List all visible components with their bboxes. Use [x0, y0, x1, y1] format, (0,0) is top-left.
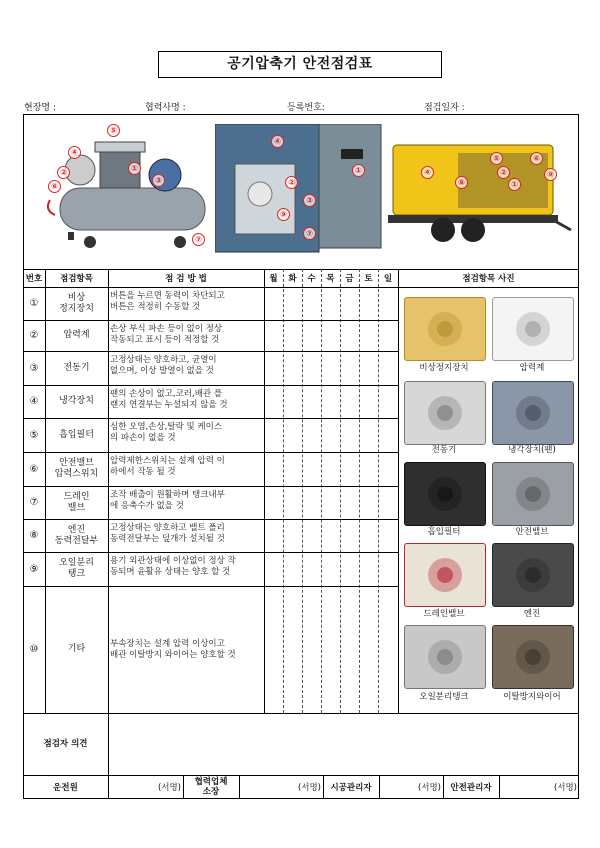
marker-2b: ②	[285, 176, 298, 189]
portable-compressor-image	[388, 135, 573, 250]
row-item: 냉각장치	[59, 396, 94, 406]
row-method: 버튼을 누르면 동력이 차단되고 버튼은 적정히 수동할 것	[110, 291, 225, 312]
check-cell-일[interactable]	[378, 486, 397, 519]
check-cell-화[interactable]	[283, 418, 302, 452]
check-cell-토[interactable]	[359, 385, 378, 418]
oil-separator-tank-icon	[405, 626, 485, 688]
row-item: 전동기	[63, 362, 90, 373]
document-title: 공기압축기 안전점검표	[158, 51, 442, 78]
marker-1c: ①	[508, 178, 521, 191]
intake-filter-icon	[404, 462, 486, 526]
check-cell-수[interactable]	[302, 351, 321, 385]
check-cell-화[interactable]	[283, 320, 302, 351]
construction-manager-label: 시공관리자	[330, 783, 372, 793]
check-cell-월[interactable]	[264, 287, 283, 320]
cooling-fan-icon	[493, 382, 573, 444]
check-cell-월[interactable]	[264, 452, 283, 486]
header-photo: 점검항목 사진	[462, 274, 515, 284]
col-line-item	[108, 269, 109, 713]
operator-signature[interactable]: (서명)	[157, 783, 181, 793]
check-cell-월[interactable]	[264, 486, 283, 519]
check-cell-월[interactable]	[264, 552, 283, 586]
marker-1: ①	[128, 162, 141, 175]
check-cell-토[interactable]	[359, 287, 378, 320]
row-method: 팬의 손상이 없고,코러,배관 플 랜지 연결부는 누설되지 않을 것	[110, 389, 228, 410]
check-cell-화[interactable]	[283, 552, 302, 586]
marker-6c: ⑥	[530, 152, 543, 165]
electric-motor-icon	[404, 381, 486, 445]
row-item: 기타	[67, 644, 86, 654]
photo-caption: 드레인밸브	[423, 609, 465, 619]
marker-9b: ⑨	[277, 208, 290, 221]
col-line-days	[398, 269, 399, 713]
inspection-date-label: 점검일자 :	[424, 103, 465, 113]
row-item: 비상 정지장치	[59, 292, 94, 314]
header-day-mon: 월	[269, 274, 278, 284]
check-cell-일[interactable]	[378, 418, 397, 452]
check-cell-목[interactable]	[321, 519, 340, 552]
check-cell-목[interactable]	[321, 452, 340, 486]
check-cell-금[interactable]	[340, 519, 359, 552]
photo-caption: 비상정지장치	[419, 363, 469, 373]
row-method: 용기 외관상태에 이상없이 정상 작 동되며 윤활유 상태는 양호 할 것	[110, 556, 236, 577]
row-number: ⑦	[29, 497, 39, 508]
check-cell-일[interactable]	[378, 552, 397, 586]
row-method: 손상 부식 파손 등이 없이 정상 작동되고 표시 등이 적정할 것	[110, 324, 223, 345]
check-cell-수[interactable]	[302, 320, 321, 351]
check-cell-금[interactable]	[340, 586, 359, 713]
check-cell-일[interactable]	[378, 519, 397, 552]
photo-caption: 냉각장치(팬)	[508, 445, 556, 455]
photo-caption: 전동기	[431, 445, 457, 455]
drain-valve-icon	[405, 544, 485, 606]
photo-caption: 엔진	[523, 609, 541, 619]
check-cell-월[interactable]	[264, 586, 283, 713]
pressure-gauge-icon	[493, 298, 573, 360]
row-item: 드레인 밸브	[63, 491, 90, 513]
emergency-stop-panel-icon	[404, 297, 486, 361]
check-cell-토[interactable]	[359, 351, 378, 385]
row-number: ①	[29, 298, 39, 309]
marker-4c: ④	[421, 166, 434, 179]
check-cell-목[interactable]	[321, 586, 340, 713]
check-cell-수[interactable]	[302, 486, 321, 519]
oil-separator-tank-icon	[404, 625, 486, 689]
check-cell-일[interactable]	[378, 287, 397, 320]
screw-compressor-image	[215, 124, 385, 256]
check-cell-월[interactable]	[264, 385, 283, 418]
intake-filter-icon	[405, 463, 485, 525]
row-item: 오일분리 탱크	[59, 558, 94, 579]
row-number: ②	[29, 330, 39, 341]
photo-caption: 흡입필터	[427, 527, 461, 537]
row-number: ④	[29, 396, 39, 407]
anti-separation-wire-icon	[493, 626, 573, 688]
check-cell-금[interactable]	[340, 351, 359, 385]
check-cell-목[interactable]	[321, 320, 340, 351]
photo-caption: 오일분리탱크	[419, 692, 469, 702]
check-cell-화[interactable]	[283, 287, 302, 320]
check-cell-금[interactable]	[340, 385, 359, 418]
engine-icon	[492, 543, 574, 607]
header-day-fri: 금	[345, 274, 354, 284]
marker-9c: ⑨	[544, 168, 557, 181]
check-cell-금[interactable]	[340, 320, 359, 351]
marker-8c: ⑧	[455, 176, 468, 189]
row-item: 안전밸브 압력스위치	[54, 458, 99, 479]
check-cell-월[interactable]	[264, 519, 283, 552]
check-cell-토[interactable]	[359, 452, 378, 486]
header-day-sun: 일	[383, 274, 393, 284]
check-cell-월[interactable]	[264, 418, 283, 452]
operator-label: 운전원	[53, 783, 78, 793]
row-method: 부속장치는 설계 압력 이상이고 배관 이탈방지 와이어는 양호할 것	[110, 638, 236, 660]
header-day-sat: 토	[364, 274, 373, 284]
pressure-gauge-icon	[492, 297, 574, 361]
header-day-thu: 목	[326, 274, 335, 284]
check-cell-목[interactable]	[321, 418, 340, 452]
safety-valve-icon	[492, 462, 574, 526]
marker-6: ⑥	[48, 180, 61, 193]
inspector-opinion-label: 점검자 의견	[43, 738, 88, 749]
inspector-opinion-field[interactable]	[112, 717, 574, 771]
row-number: ⑤	[29, 429, 39, 441]
header-method: 점 검 방 법	[165, 274, 207, 284]
partner-manager-signature[interactable]: (서명)	[297, 783, 321, 793]
partner-manager-label: 협력업체 소장	[194, 777, 228, 797]
row-number: ⑧	[29, 530, 39, 541]
electric-motor-icon	[405, 382, 485, 444]
check-cell-토[interactable]	[359, 519, 378, 552]
check-cell-목[interactable]	[321, 486, 340, 519]
marker-5c: ⑤	[490, 152, 503, 165]
marker-7: ⑦	[192, 233, 205, 246]
row-number: ⑨	[29, 563, 39, 575]
row-item: 엔진 동력전달부	[54, 524, 99, 546]
marker-2c: ②	[497, 166, 510, 179]
row-method: 압력제한스위치는 설계 압력 이 하에서 작동 될 것	[110, 456, 225, 477]
row-method: 조작 배출이 원활하며 탱크내부 에 응축수가 없을 것	[110, 490, 225, 511]
check-cell-수[interactable]	[302, 586, 321, 713]
company-name-label: 협력사명 :	[145, 103, 186, 113]
row-item: 흡입필터	[59, 429, 94, 440]
check-cell-화[interactable]	[283, 486, 302, 519]
check-cell-토[interactable]	[359, 418, 378, 452]
check-cell-월[interactable]	[264, 351, 283, 385]
check-cell-화[interactable]	[283, 385, 302, 418]
check-cell-화[interactable]	[283, 519, 302, 552]
engine-icon	[493, 544, 573, 606]
check-cell-토[interactable]	[359, 320, 378, 351]
check-cell-화[interactable]	[283, 586, 302, 713]
check-cell-수[interactable]	[302, 418, 321, 452]
marker-3b: ③	[303, 194, 316, 207]
row-number: ③	[29, 362, 39, 374]
check-cell-수[interactable]	[302, 287, 321, 320]
check-cell-화[interactable]	[283, 452, 302, 486]
check-cell-일[interactable]	[378, 351, 397, 385]
header-day-tue: 화	[288, 274, 297, 284]
row-number: ⑥	[29, 463, 39, 475]
marker-4: ④	[68, 146, 81, 159]
marker-3: ③	[152, 174, 165, 187]
check-cell-목[interactable]	[321, 385, 340, 418]
check-cell-일[interactable]	[378, 385, 397, 418]
check-cell-토[interactable]	[359, 586, 378, 713]
check-cell-목[interactable]	[321, 287, 340, 320]
safety-manager-signature[interactable]: (서명)	[553, 783, 577, 793]
row-method: 고정상태는 양호하고, 균열이 없으며, 이상 발열이 없을 것	[110, 355, 217, 376]
check-cell-화[interactable]	[283, 351, 302, 385]
check-cell-수[interactable]	[302, 519, 321, 552]
drain-valve-icon	[404, 543, 486, 607]
marker-2: ②	[57, 166, 70, 179]
check-cell-일[interactable]	[378, 586, 397, 713]
opinion-divider	[108, 713, 109, 775]
anti-separation-wire-icon	[492, 625, 574, 689]
check-cell-토[interactable]	[359, 486, 378, 519]
check-cell-목[interactable]	[321, 351, 340, 385]
emergency-stop-panel-icon	[405, 298, 485, 360]
check-cell-수[interactable]	[302, 452, 321, 486]
check-cell-금[interactable]	[340, 486, 359, 519]
check-cell-일[interactable]	[378, 320, 397, 351]
photo-caption: 이탈방지와이어	[503, 692, 561, 702]
check-cell-일[interactable]	[378, 452, 397, 486]
marker-7b: ⑦	[303, 227, 316, 240]
check-cell-수[interactable]	[302, 385, 321, 418]
marker-1b: ①	[352, 164, 365, 177]
marker-5: ⑤	[107, 124, 120, 137]
check-cell-금[interactable]	[340, 452, 359, 486]
photo-caption: 안전밸브	[515, 527, 549, 537]
photo-caption: 압력계	[519, 363, 545, 373]
row-item: 압력계	[63, 330, 90, 340]
site-name-label: 현장명 :	[24, 103, 56, 113]
check-cell-월[interactable]	[264, 320, 283, 351]
header-no: 번호	[25, 274, 43, 284]
cooling-fan-icon	[492, 381, 574, 445]
check-cell-금[interactable]	[340, 552, 359, 586]
check-cell-목[interactable]	[321, 552, 340, 586]
row-method: 고정상태는 양호하고 밸트 폴리 동력전달부는 덮개가 설치될 것	[110, 523, 225, 544]
header-item: 점검항목	[60, 274, 93, 284]
row-number: ⑩	[29, 644, 39, 655]
piston-compressor-image	[40, 120, 210, 250]
registration-number-label: 등록번호:	[287, 103, 325, 113]
safety-manager-label: 안전관리자	[450, 783, 492, 793]
check-cell-금[interactable]	[340, 287, 359, 320]
construction-manager-signature[interactable]: (서명)	[417, 783, 441, 793]
safety-valve-icon	[493, 463, 573, 525]
marker-4b: ④	[271, 135, 284, 148]
check-cell-수[interactable]	[302, 552, 321, 586]
check-cell-토[interactable]	[359, 552, 378, 586]
row-method: 심한 오염,손상,탈락 및 케이스 의 파손이 없을 것	[110, 422, 223, 443]
check-cell-금[interactable]	[340, 418, 359, 452]
header-day-wed: 수	[307, 274, 316, 284]
